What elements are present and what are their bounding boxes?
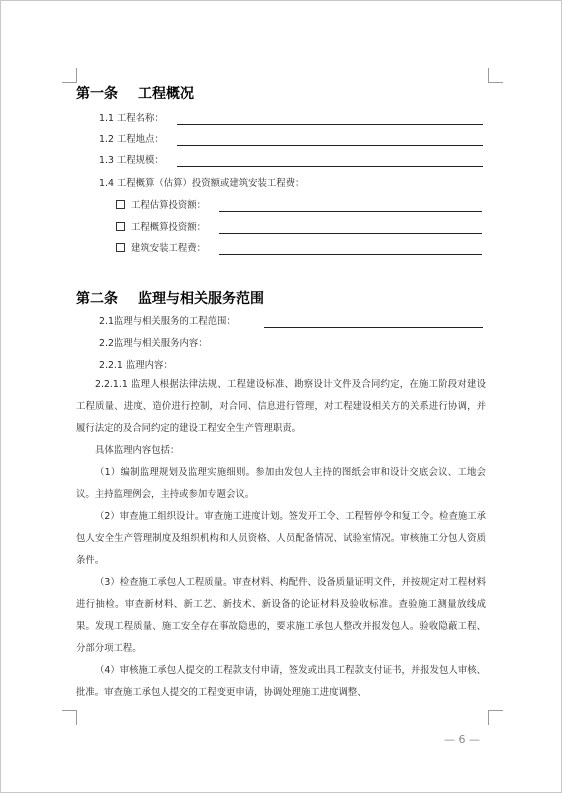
section2-heading-text: 监理与相关服务范围	[138, 291, 264, 307]
crop-mark-bottom-left	[62, 710, 77, 725]
estimate-label: 工程估算投资额：	[131, 200, 207, 211]
item-4-paragraph: （4）审核施工承包人提交的工程款支付申请，签发或出具工程款支付证书，并报发包人审核、批准。审查施工承包人提交的工程变更申请，协调处理施工进度调整、	[76, 665, 486, 698]
construction-label: 建筑安装工程费：	[131, 243, 207, 254]
project-scale-label: 1.3 工程规模：	[99, 155, 164, 166]
item-3-paragraph: （3）检查施工承包人工程质量。审查材料、构配件、设备质量证明文件，并按规定对工程材料进行抽检。审查新材料、新工艺、新技术、新设备的论证材料及验收标准。查验施工测量放线成果。发现工程质量、施工安全存在事故隐患的，要求施工承包人整改并报发包人。验收隐蔽工程、分部分项工程。	[76, 577, 486, 654]
budget-checkbox[interactable]	[116, 222, 125, 231]
section2-heading-number: 第二条	[76, 291, 118, 307]
includes-paragraph: 具体监理内容包括：	[95, 445, 180, 456]
project-scale-field[interactable]	[177, 155, 483, 167]
construction-checkbox[interactable]	[116, 243, 125, 252]
checkbox-budget-row	[116, 221, 206, 235]
crop-mark-top-left	[62, 68, 77, 83]
section2-heading	[76, 288, 264, 308]
item-2-paragraph: （2）审查施工组织设计。审查施工进度计划。签发开工令、工程暂停令和复工令。检查施工承包人安全生产管理制度及组织机构和人员资格、人员配备情况、试验室情况。审核施工分包人资质条件。	[76, 511, 486, 566]
budget-label: 工程概算投资额：	[131, 222, 207, 233]
page-number: — 6 —	[444, 733, 480, 746]
item-1-paragraph: （1）编制监理规划及监理实施细则。参加由发包人主持的图纸会审和设计交底会议、工地会议。主持监理例会，主持或参加专题会议。	[76, 467, 486, 500]
crop-mark-bottom-right	[488, 710, 503, 725]
budget-field[interactable]	[219, 222, 482, 234]
project-budget-label: 1.4 工程概算（估算）投资额或建筑安装工程费：	[99, 178, 305, 189]
section1-heading-text: 工程概况	[138, 86, 194, 102]
construction-field[interactable]	[219, 243, 482, 255]
service-scope-field[interactable]	[264, 316, 483, 328]
crop-mark-top-right	[488, 68, 503, 83]
project-location-field[interactable]	[177, 134, 483, 146]
checkbox-estimate-row	[116, 199, 206, 213]
project-name-field[interactable]	[177, 113, 483, 125]
section1-heading-number: 第一条	[76, 86, 118, 102]
project-location-label: 1.2 工程地点：	[99, 134, 164, 145]
checkbox-construction-row	[116, 242, 206, 256]
estimate-checkbox[interactable]	[116, 200, 125, 209]
supervision-content-label: 2.2.1 监理内容：	[99, 360, 173, 371]
clause-2211-paragraph: 2.2.1.1 监理人根据法律法规、工程建设标准、勘察设计文件及合同约定，在施工阶段对建设工程质量、进度、造价进行控制，对合同、信息进行管理，对工程建设相关方的关系进行协调，并履行法定的及合同约定的建设工程安全生产管理职责。	[76, 379, 486, 434]
project-name-label: 1.1 工程名称：	[99, 113, 164, 124]
estimate-field[interactable]	[219, 200, 482, 212]
service-scope-label: 2.1监理与相关服务的工程范围：	[99, 316, 236, 327]
service-content-label: 2.2监理与相关服务内容：	[99, 338, 208, 349]
section1-heading	[76, 83, 194, 103]
